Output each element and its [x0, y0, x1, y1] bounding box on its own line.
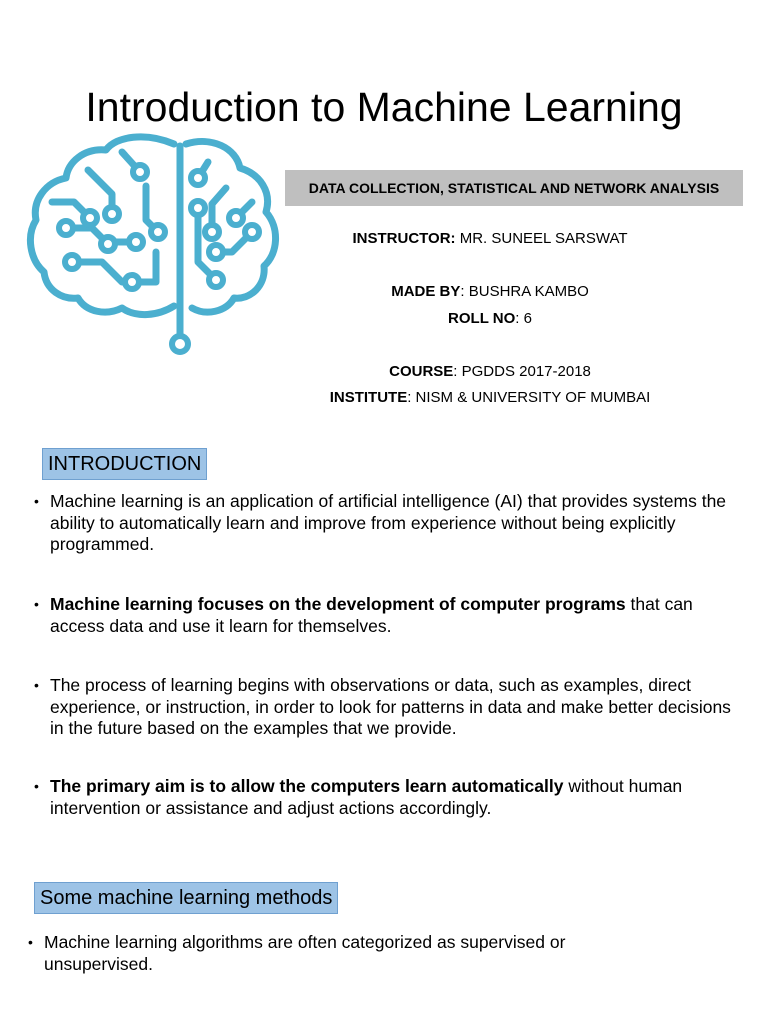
bullet-bold: Machine learning focuses on the development of computer programs: [50, 594, 626, 614]
madeby-label: MADE BY: [391, 283, 461, 300]
bullet-text: without human intervention or assistance and adjust actions accordingly.: [50, 776, 683, 818]
instructor-label: INSTRUCTOR:: [352, 230, 456, 247]
list-item: [28, 932, 668, 975]
institute-value: : NISM & UNIVERSITY OF MUMBAI: [407, 389, 651, 406]
madeby-value: : BUSHRA KAMBO: [460, 283, 589, 300]
course-label: COURSE: [389, 363, 454, 380]
bullet-text: Machine learning algorithms are often categorized as supervised or unsupervised.: [44, 932, 566, 974]
course-line: [300, 363, 680, 380]
bullet-icon: •: [28, 934, 33, 950]
page-title: Introduction to Machine Learning: [85, 84, 683, 130]
institute-line: [300, 389, 680, 406]
roll-label: ROLL NO: [448, 310, 516, 327]
list-item: [34, 594, 746, 637]
roll-line: [300, 310, 680, 327]
methods-heading: Some machine learning methods: [34, 882, 338, 914]
brain-circuit-icon: [26, 132, 282, 358]
instructor-line: [300, 230, 680, 247]
institute-label: INSTITUTE: [329, 389, 408, 406]
list-item: [34, 675, 746, 740]
bullet-icon: •: [34, 778, 39, 794]
bullet-bold: The primary aim is to allow the computers learn automatically: [50, 776, 564, 796]
list-item: [34, 776, 746, 819]
bullet-icon: •: [34, 493, 39, 509]
bullet-text: Machine learning is an application of artificial intelligence (AI) that provides systems the ability to automatically learn and improve from experience without being explicitly programmed.: [50, 491, 727, 554]
bullet-icon: •: [34, 677, 39, 693]
roll-value: : 6: [515, 310, 532, 327]
subject-banner: DATA COLLECTION, STATISTICAL AND NETWORK ANALYSIS: [285, 170, 743, 206]
bullet-icon: •: [34, 596, 39, 612]
bullet-text: that can access data and use it learn for themselves.: [50, 594, 693, 636]
list-item: [34, 491, 746, 556]
course-value: : PGDDS 2017-2018: [453, 363, 591, 380]
instructor-value: MR. SUNEEL SARSWAT: [455, 230, 628, 247]
intro-heading: INTRODUCTION: [42, 448, 207, 480]
bullet-text: The process of learning begins with observations or data, such as examples, direct experience, or instruction, in order to look for patterns in data and make better decisions in the future based on the examples that we provide.: [50, 675, 731, 738]
madeby-line: [300, 283, 680, 300]
